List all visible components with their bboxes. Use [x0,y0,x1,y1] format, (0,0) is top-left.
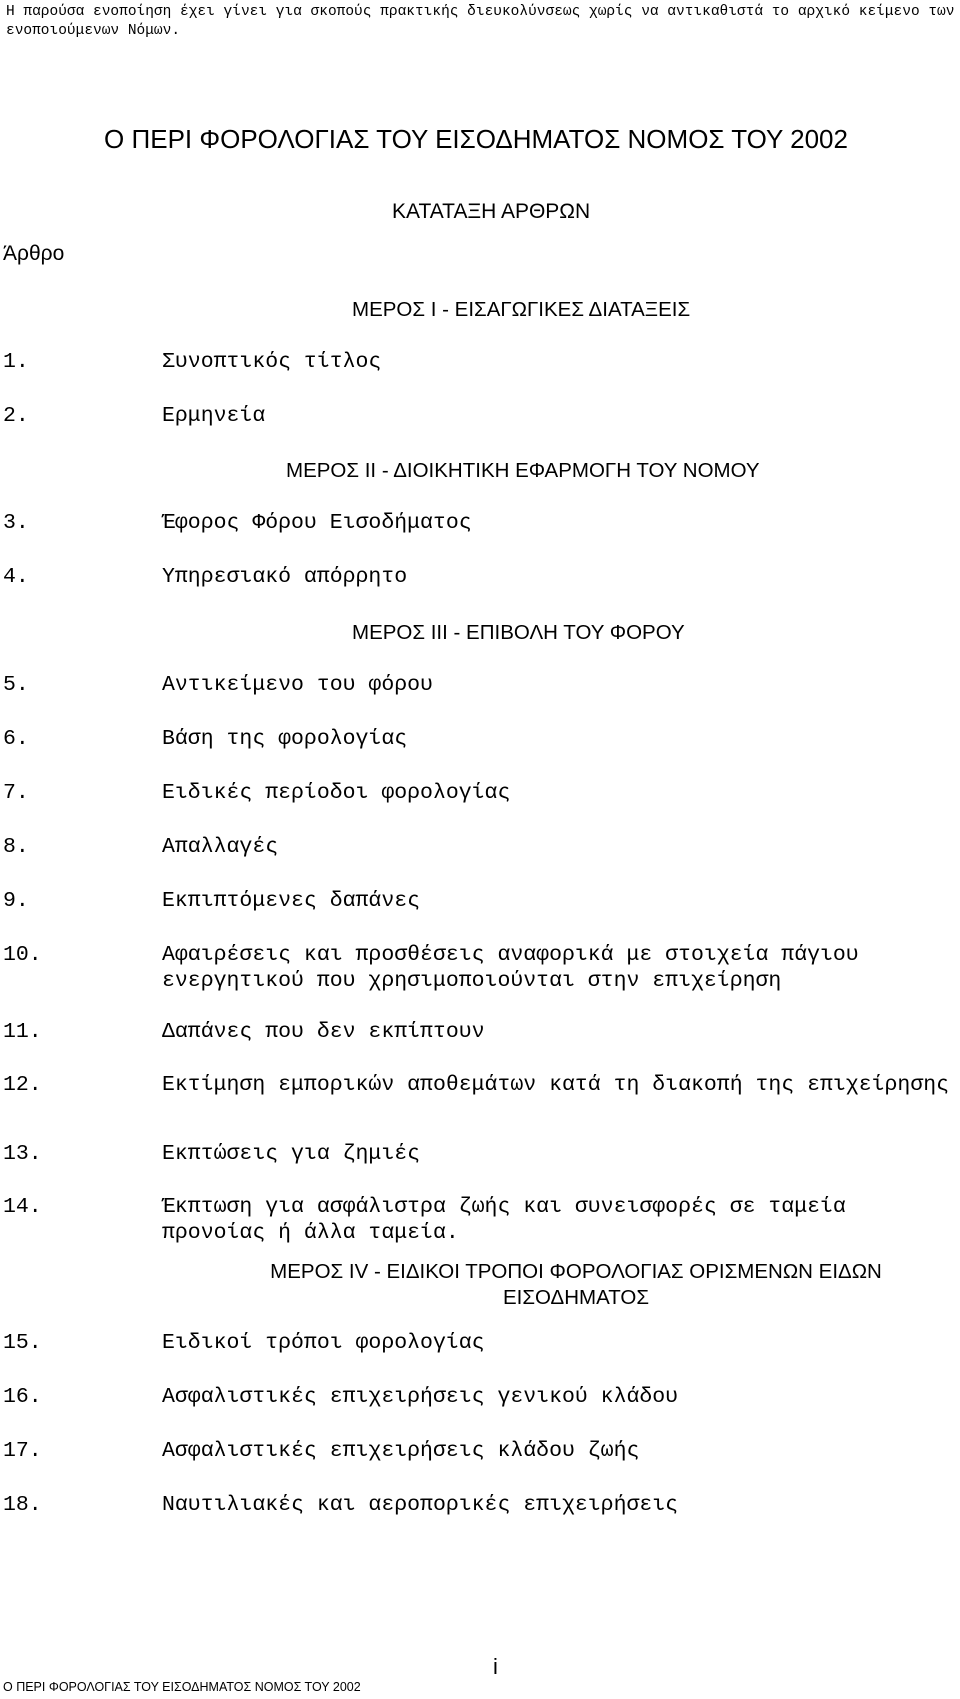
article-column-label: Άρθρο [3,242,65,265]
article-title: Ασφαλιστικές επιχειρήσεις κλάδου ζωής [162,1439,640,1463]
article-number: 8. [3,835,29,859]
article-title: Ερμηνεία [162,404,266,428]
part-heading-1: ΜΕΡΟΣ Ι - ΕΙΣΑΓΩΓΙΚΕΣ ΔΙΑΤΑΞΕΙΣ [352,298,691,321]
footer-running-title: Ο ΠΕΡΙ ΦΟΡΟΛΟΓΙΑΣ ΤΟΥ ΕΙΣΟΔΗΜΑΤΟΣ ΝΟΜΟΣ ΤΟΥ 2002 [3,1680,361,1694]
article-number: 9. [3,889,29,913]
article-title: Συνοπτικός τίτλος [162,350,382,374]
article-title: Εκπτώσεις για ζημιές [162,1142,421,1166]
article-title: Βάση της φορολογίας [162,727,408,751]
article-title: Εκπιπτόμενες δαπάνες [162,889,421,913]
consolidation-notice: Η παρούσα ενοποίηση έχει γίνει για σκοπούς πρακτικής διευκολύνσεως χωρίς να αντικαθιστά το αρχικό κείμενο των ενοποιούμενων Νόμων. [6,4,955,39]
article-number: 15. [3,1331,42,1355]
article-number: 4. [3,565,29,589]
article-number: 6. [3,727,29,751]
article-number: 3. [3,511,29,535]
part-heading-2: ΜΕΡΟΣ ΙΙ - ΔΙΟΙΚΗΤΙΚΗ ΕΦΑΡΜΟΓΗ ΤΟΥ ΝΟΜΟΥ [286,459,760,482]
document-title: Ο ΠΕΡΙ ΦΟΡΟΛΟΓΙΑΣ ΤΟΥ ΕΙΣΟΔΗΜΑΤΟΣ ΝΟΜΟΣ ΤΟΥ 2002 [104,124,848,154]
article-number: 13. [3,1142,42,1166]
page-number: i [493,1654,498,1679]
article-number: 2. [3,404,29,428]
article-number: 5. [3,673,29,697]
article-number: 10. [3,943,42,967]
article-title: Έκπτωση για ασφάλιστρα ζωής και συνεισφορές σε ταμεία προνοίας ή άλλα ταμεία. [162,1195,846,1245]
article-title: Ειδικοί τρόποι φορολογίας [162,1331,485,1355]
article-title: Αντικείμενο του φόρου [162,673,433,697]
article-title: Ναυτιλιακές και αεροπορικές επιχειρήσεις [162,1493,679,1517]
article-title: Δαπάνες που δεν εκπίπτουν [162,1020,485,1044]
article-title: Αφαιρέσεις και προσθέσεις αναφορικά με στοιχεία πάγιου ενεργητικού που χρησιμοποιούνται στην επιχείρηση [162,943,859,993]
article-title: Ασφαλιστικές επιχειρήσεις γενικού κλάδου [162,1385,679,1409]
part-heading-4: ΜΕΡΟΣ IV - ΕΙΔΙΚΟΙ ΤΡΟΠΟΙ ΦΟΡΟΛΟΓΙΑΣ ΟΡΙΣΜΕΝΩΝ ΕΙΔΩΝ ΕΙΣΟΔΗΜΑΤΟΣ [270,1260,882,1309]
article-number: 18. [3,1493,42,1517]
article-number: 11. [3,1020,42,1044]
article-number: 12. [3,1073,42,1097]
article-title: Υπηρεσιακό απόρρητο [162,565,408,589]
article-number: 7. [3,781,29,805]
table-of-articles-heading: ΚΑΤΑΤΑΞΗ ΑΡΘΡΩΝ [392,200,591,223]
article-number: 1. [3,350,29,374]
article-title: Ειδικές περίοδοι φορολογίας [162,781,511,805]
part-heading-3: ΜΕΡΟΣ ΙΙΙ - ΕΠΙΒΟΛΗ ΤΟΥ ΦΟΡΟΥ [352,621,685,644]
article-number: 14. [3,1195,42,1219]
article-title: Εκτίμηση εμπορικών αποθεμάτων κατά τη διακοπή της επιχείρησης [162,1073,950,1097]
article-number: 17. [3,1439,42,1463]
article-title: Απαλλαγές [162,835,279,859]
article-title: Έφορος Φόρου Εισοδήματος [162,511,472,535]
article-number: 16. [3,1385,42,1409]
